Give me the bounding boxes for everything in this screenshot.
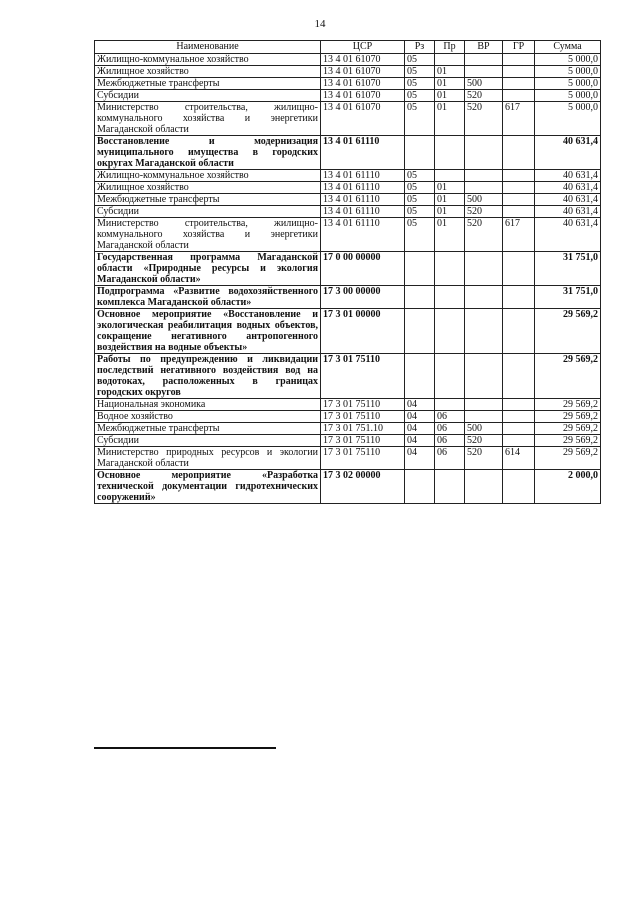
row-gr <box>503 309 535 354</box>
row-gr <box>503 206 535 218</box>
table-row <box>95 399 601 411</box>
row-sum: 29 569,2 <box>535 354 601 399</box>
row-gr <box>503 54 535 66</box>
row-rz: 04 <box>405 399 435 411</box>
row-sum: 40 631,4 <box>535 170 601 182</box>
row-csr-code: 17 3 01 75110 <box>321 447 405 470</box>
footnote-separator <box>94 747 276 749</box>
row-pr: 06 <box>435 411 465 423</box>
row-sum: 40 631,4 <box>535 218 601 252</box>
row-gr <box>503 423 535 435</box>
row-vr <box>465 399 503 411</box>
row-gr <box>503 411 535 423</box>
row-vr <box>465 54 503 66</box>
page-number: 14 <box>314 18 326 30</box>
row-rz <box>405 470 435 504</box>
row-sum: 31 751,0 <box>535 286 601 309</box>
row-vr: 520 <box>465 206 503 218</box>
row-rz: 05 <box>405 66 435 78</box>
table-header-row <box>95 41 601 54</box>
row-pr: 01 <box>435 194 465 206</box>
row-rz: 05 <box>405 206 435 218</box>
row-rz <box>405 354 435 399</box>
row-vr <box>465 470 503 504</box>
row-vr: 520 <box>465 218 503 252</box>
row-sum: 5 000,0 <box>535 66 601 78</box>
row-pr: 06 <box>435 423 465 435</box>
row-rz: 05 <box>405 102 435 136</box>
row-pr: 06 <box>435 435 465 447</box>
table-row <box>95 102 601 136</box>
row-gr <box>503 78 535 90</box>
row-name: Жилищно-коммунальное хозяйство <box>95 170 321 182</box>
row-vr <box>465 252 503 286</box>
row-rz <box>405 136 435 170</box>
row-rz: 05 <box>405 218 435 252</box>
row-csr-code: 17 3 01 75110 <box>321 435 405 447</box>
row-csr-code: 17 3 01 751.10 <box>321 423 405 435</box>
header-csr: ЦСР <box>321 41 405 54</box>
row-csr-code: 13 4 01 61110 <box>321 170 405 182</box>
row-csr-code: 13 4 01 61070 <box>321 102 405 136</box>
row-csr-code: 17 3 01 75110 <box>321 399 405 411</box>
row-pr: 01 <box>435 66 465 78</box>
row-pr <box>435 399 465 411</box>
table-body <box>95 54 601 504</box>
row-sum: 5 000,0 <box>535 54 601 66</box>
row-rz: 05 <box>405 194 435 206</box>
row-csr-code: 17 3 00 00000 <box>321 286 405 309</box>
row-gr <box>503 354 535 399</box>
row-gr: 617 <box>503 102 535 136</box>
row-pr: 06 <box>435 447 465 470</box>
table-row <box>95 66 601 78</box>
row-vr <box>465 309 503 354</box>
row-csr-code: 13 4 01 61070 <box>321 90 405 102</box>
row-gr <box>503 194 535 206</box>
row-sum: 29 569,2 <box>535 423 601 435</box>
row-csr-code: 13 4 01 61110 <box>321 206 405 218</box>
row-rz: 05 <box>405 54 435 66</box>
row-pr: 01 <box>435 102 465 136</box>
row-sum: 29 569,2 <box>535 447 601 470</box>
row-name: Министерство строительства, жилищно-коммунального хозяйства и энергетики Магаданской области <box>95 218 321 252</box>
row-csr-code: 13 4 01 61070 <box>321 78 405 90</box>
row-pr <box>435 470 465 504</box>
row-vr <box>465 411 503 423</box>
row-vr: 500 <box>465 78 503 90</box>
row-name: Работы по предупреждению и ликвидации последствий негативного воздействия вод на водотоках, расположенных в границах городских округов <box>95 354 321 399</box>
table-row <box>95 354 601 399</box>
table-row <box>95 286 601 309</box>
row-pr <box>435 354 465 399</box>
budget-table <box>94 40 601 504</box>
row-pr: 01 <box>435 78 465 90</box>
row-name: Государственная программа Магаданской области «Природные ресурсы и экология Магаданской области» <box>95 252 321 286</box>
row-rz: 04 <box>405 423 435 435</box>
row-vr <box>465 182 503 194</box>
table-row <box>95 309 601 354</box>
row-sum: 2 000,0 <box>535 470 601 504</box>
table-row <box>95 170 601 182</box>
row-vr: 520 <box>465 447 503 470</box>
row-sum: 40 631,4 <box>535 182 601 194</box>
row-gr <box>503 66 535 78</box>
table-row <box>95 435 601 447</box>
table-row <box>95 423 601 435</box>
row-csr-code: 17 3 01 75110 <box>321 354 405 399</box>
row-csr-code: 13 4 01 61110 <box>321 182 405 194</box>
row-gr <box>503 470 535 504</box>
row-csr-code: 13 4 01 61110 <box>321 194 405 206</box>
row-vr: 500 <box>465 194 503 206</box>
table-row <box>95 252 601 286</box>
row-sum: 5 000,0 <box>535 102 601 136</box>
row-vr <box>465 66 503 78</box>
row-rz: 05 <box>405 182 435 194</box>
row-vr: 520 <box>465 102 503 136</box>
row-vr: 500 <box>465 423 503 435</box>
row-csr-code: 13 4 01 61110 <box>321 218 405 252</box>
row-name: Межбюджетные трансферты <box>95 78 321 90</box>
row-rz: 04 <box>405 411 435 423</box>
table-row <box>95 194 601 206</box>
row-csr-code: 17 3 01 00000 <box>321 309 405 354</box>
row-name: Восстановление и модернизация муниципального имущества в городских округах Магаданской области <box>95 136 321 170</box>
header-rz: Рз <box>405 41 435 54</box>
row-sum: 29 569,2 <box>535 435 601 447</box>
row-vr <box>465 136 503 170</box>
row-name: Министерство природных ресурсов и экологии Магаданской области <box>95 447 321 470</box>
row-gr <box>503 182 535 194</box>
row-name: Субсидии <box>95 90 321 102</box>
header-gr: ГР <box>503 41 535 54</box>
row-name: Подпрограмма «Развитие водохозяйственного комплекса Магаданской области» <box>95 286 321 309</box>
row-pr <box>435 170 465 182</box>
header-sum: Сумма <box>535 41 601 54</box>
row-sum: 5 000,0 <box>535 78 601 90</box>
row-pr <box>435 136 465 170</box>
row-sum: 5 000,0 <box>535 90 601 102</box>
row-vr <box>465 286 503 309</box>
row-gr <box>503 399 535 411</box>
row-name: Жилищное хозяйство <box>95 182 321 194</box>
row-gr: 614 <box>503 447 535 470</box>
row-pr <box>435 54 465 66</box>
row-pr <box>435 309 465 354</box>
table-row <box>95 218 601 252</box>
row-name: Межбюджетные трансферты <box>95 194 321 206</box>
row-gr: 617 <box>503 218 535 252</box>
row-sum: 29 569,2 <box>535 411 601 423</box>
header-pr: Пр <box>435 41 465 54</box>
row-csr-code: 13 4 01 61110 <box>321 136 405 170</box>
row-rz: 05 <box>405 90 435 102</box>
row-pr: 01 <box>435 90 465 102</box>
row-vr <box>465 354 503 399</box>
row-name: Основное мероприятие «Разработка технической документации гидротехнических сооружений» <box>95 470 321 504</box>
row-rz: 04 <box>405 447 435 470</box>
row-name: Основное мероприятие «Восстановление и экологическая реабилитация водных объектов, сокращение негативного антропогенного воздействия на водные объекты» <box>95 309 321 354</box>
row-rz <box>405 309 435 354</box>
row-name: Субсидии <box>95 435 321 447</box>
row-csr-code: 13 4 01 61070 <box>321 54 405 66</box>
row-gr <box>503 170 535 182</box>
row-pr: 01 <box>435 182 465 194</box>
row-vr <box>465 170 503 182</box>
row-name: Водное хозяйство <box>95 411 321 423</box>
row-sum: 31 751,0 <box>535 252 601 286</box>
row-csr-code: 17 3 02 00000 <box>321 470 405 504</box>
row-gr <box>503 136 535 170</box>
table-row <box>95 447 601 470</box>
row-name: Жилищно-коммунальное хозяйство <box>95 54 321 66</box>
row-sum: 29 569,2 <box>535 399 601 411</box>
row-csr-code: 17 0 00 00000 <box>321 252 405 286</box>
row-pr <box>435 252 465 286</box>
row-rz <box>405 286 435 309</box>
table-row <box>95 206 601 218</box>
table-row <box>95 90 601 102</box>
row-name: Межбюджетные трансферты <box>95 423 321 435</box>
row-rz: 05 <box>405 170 435 182</box>
table-row <box>95 182 601 194</box>
row-gr <box>503 286 535 309</box>
row-rz <box>405 252 435 286</box>
row-pr: 01 <box>435 206 465 218</box>
table-row <box>95 78 601 90</box>
table-row <box>95 411 601 423</box>
row-pr <box>435 286 465 309</box>
table-row <box>95 470 601 504</box>
row-csr-code: 17 3 01 75110 <box>321 411 405 423</box>
row-sum: 40 631,4 <box>535 194 601 206</box>
row-name: Министерство строительства, жилищно-коммунального хозяйства и энергетики Магаданской области <box>95 102 321 136</box>
row-gr <box>503 252 535 286</box>
row-name: Жилищное хозяйство <box>95 66 321 78</box>
row-pr: 01 <box>435 218 465 252</box>
header-name: Наименование <box>95 41 321 54</box>
row-rz: 04 <box>405 435 435 447</box>
table-row <box>95 136 601 170</box>
row-csr-code: 13 4 01 61070 <box>321 66 405 78</box>
row-gr <box>503 435 535 447</box>
row-name: Национальная экономика <box>95 399 321 411</box>
row-rz: 05 <box>405 78 435 90</box>
row-sum: 29 569,2 <box>535 309 601 354</box>
row-gr <box>503 90 535 102</box>
table-row <box>95 54 601 66</box>
row-sum: 40 631,4 <box>535 136 601 170</box>
header-vr: ВР <box>465 41 503 54</box>
row-vr: 520 <box>465 90 503 102</box>
row-name: Субсидии <box>95 206 321 218</box>
row-sum: 40 631,4 <box>535 206 601 218</box>
row-vr: 520 <box>465 435 503 447</box>
